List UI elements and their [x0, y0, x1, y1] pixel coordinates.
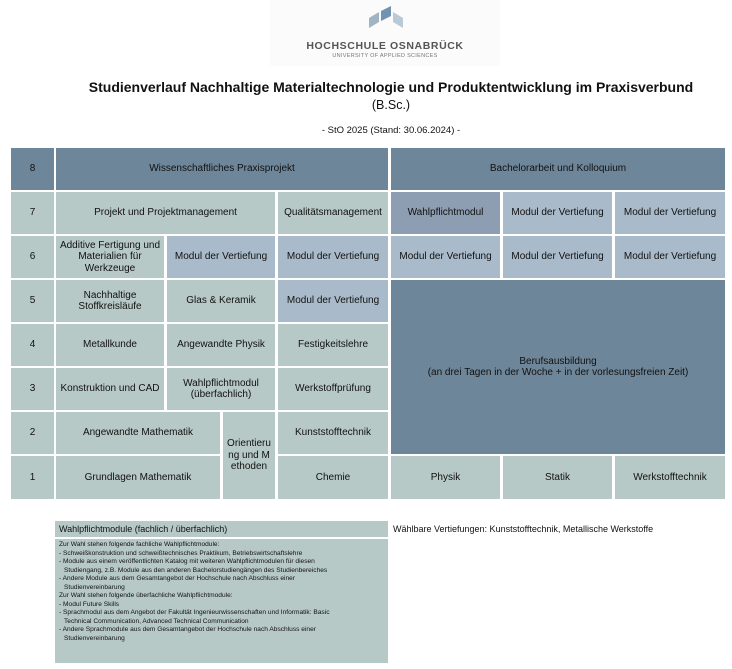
semester-label: 2	[11, 412, 54, 454]
module-kunststofftechnik: Kunststofftechnik	[278, 412, 388, 454]
module-vertiefung: Modul der Vertiefung	[615, 192, 725, 234]
wahlpflicht-line: Studienvereinbarung	[64, 583, 125, 591]
wahlpflicht-line: Technical Communication, Advanced Technical Communication	[64, 617, 249, 625]
module-werkstofftechnik: Werkstofftechnik	[615, 456, 725, 499]
wahlpflicht-line: - Sprachmodul aus dem Angebot der Fakultät Ingenieurwissenschaften und Informatik: Basic	[59, 609, 330, 617]
page-title: Studienverlauf Nachhaltige Materialtechnologie und Produktentwicklung im Praxisverbund	[88, 79, 694, 95]
module-berufsausbildung	[391, 280, 725, 454]
wahlpflicht-heading: Wahlpflichtmodule (fachlich / überfachlich)	[55, 521, 388, 537]
logo-name: HOCHSCHULE OSNABRÜCK	[306, 40, 464, 52]
module-stoffkreislaeufe: Nachhaltige Stoffkreisläufe	[56, 280, 164, 322]
module-werkstoffpruefung: Werkstoffprüfung	[278, 368, 388, 410]
wahlpflicht-line: - Schweißkonstruktion und schweißtechnisches Praktikum, Betriebswirtschaftslehre	[59, 549, 303, 557]
module-projektmanagement: Projekt und Projektmanagement	[56, 192, 275, 234]
vertiefungen-note: Wählbare Vertiefungen: Kunststofftechnik, Metallische Werkstoffe	[393, 524, 654, 534]
module-konstruktion-cad: Konstruktion und CAD	[56, 368, 164, 410]
module-chemie: Chemie	[278, 456, 388, 499]
module-additive-fertigung: Additive Fertigung und Materialien für Werkzeuge	[56, 236, 164, 278]
wahlpflicht-line: Studiengang, z.B. Module aus den anderen Bachelorstudiengängen des Studienbereiches	[64, 566, 328, 574]
berufsausbildung-note: (an drei Tagen in der Woche + in der vorlesungsfreien Zeit)	[427, 367, 689, 378]
university-logo	[270, 0, 500, 66]
wahlpflicht-line: - Andere Module aus dem Gesamtangebot der Hochschule nach Abschluss einer	[59, 575, 296, 583]
wahlpflicht-line: Zur Wahl stehen folgende fachliche Wahlpflichtmodule:	[59, 541, 220, 548]
semester-label: 5	[11, 280, 54, 322]
logo-mark-icon	[367, 6, 405, 32]
module-vertiefung: Modul der Vertiefung	[391, 236, 500, 278]
module-angewandte-physik: Angewandte Physik	[167, 324, 275, 366]
sto-date: - StO 2025 (Stand: 30.06.2024) -	[321, 125, 461, 136]
logo-subtitle: UNIVERSITY OF APPLIED SCIENCES	[332, 53, 438, 59]
module-glas-keramik: Glas & Keramik	[167, 280, 275, 322]
module-bachelorarbeit: Bachelorarbeit und Kolloquium	[391, 148, 725, 190]
semester-label: 3	[11, 368, 54, 410]
module-orientierung-methoden: Orientierung und Methoden	[223, 412, 275, 499]
module-vertiefung: Modul der Vertiefung	[615, 236, 725, 278]
degree: (B.Sc.)	[371, 98, 411, 112]
module-vertiefung: Modul der Vertiefung	[278, 280, 388, 322]
module-wahlpflicht: Wahlpflichtmodul	[391, 192, 500, 234]
wahlpflicht-line: - Modul Future Skills	[59, 600, 120, 608]
module-angewandte-mathematik: Angewandte Mathematik	[56, 412, 220, 454]
study-plan-grid	[11, 148, 725, 499]
module-vertiefung: Modul der Vertiefung	[503, 236, 612, 278]
wahlpflicht-line: - Andere Sprachmodule aus dem Gesamtangebot der Hochschule nach Abschluss einer	[59, 626, 316, 634]
module-festigkeitslehre: Festigkeitslehre	[278, 324, 388, 366]
module-vertiefung: Modul der Vertiefung	[167, 236, 275, 278]
wahlpflicht-line: - Module aus einem veröffentlichten Katalog mit weiteren Wahlpflichtmodulen für diesen	[59, 558, 315, 566]
module-wahlpflicht-ueberfachlich: Wahlpflichtmodul (überfachlich)	[167, 368, 275, 410]
semester-label: 6	[11, 236, 54, 278]
module-vertiefung: Modul der Vertiefung	[503, 192, 612, 234]
module-metallkunde: Metallkunde	[56, 324, 164, 366]
wahlpflicht-line: Studienvereinbarung	[64, 635, 125, 643]
semester-label: 7	[11, 192, 54, 234]
module-statik: Statik	[503, 456, 612, 499]
berufsausbildung-label: Berufsausbildung	[519, 355, 597, 367]
module-grundlagen-mathematik: Grundlagen Mathematik	[56, 456, 220, 499]
wahlpflicht-description	[55, 539, 388, 663]
module-praxisprojekt: Wissenschaftliches Praxisprojekt	[56, 148, 388, 190]
semester-label: 1	[11, 456, 54, 499]
module-vertiefung: Modul der Vertiefung	[278, 236, 388, 278]
wahlpflicht-line: Zur Wahl stehen folgende überfachliche Wahlpflichtmodule:	[59, 592, 233, 600]
semester-label: 8	[11, 148, 54, 190]
module-physik: Physik	[391, 456, 500, 499]
module-qualitaetsmanagement: Qualitätsmanagement	[278, 192, 388, 234]
semester-label: 4	[11, 324, 54, 366]
